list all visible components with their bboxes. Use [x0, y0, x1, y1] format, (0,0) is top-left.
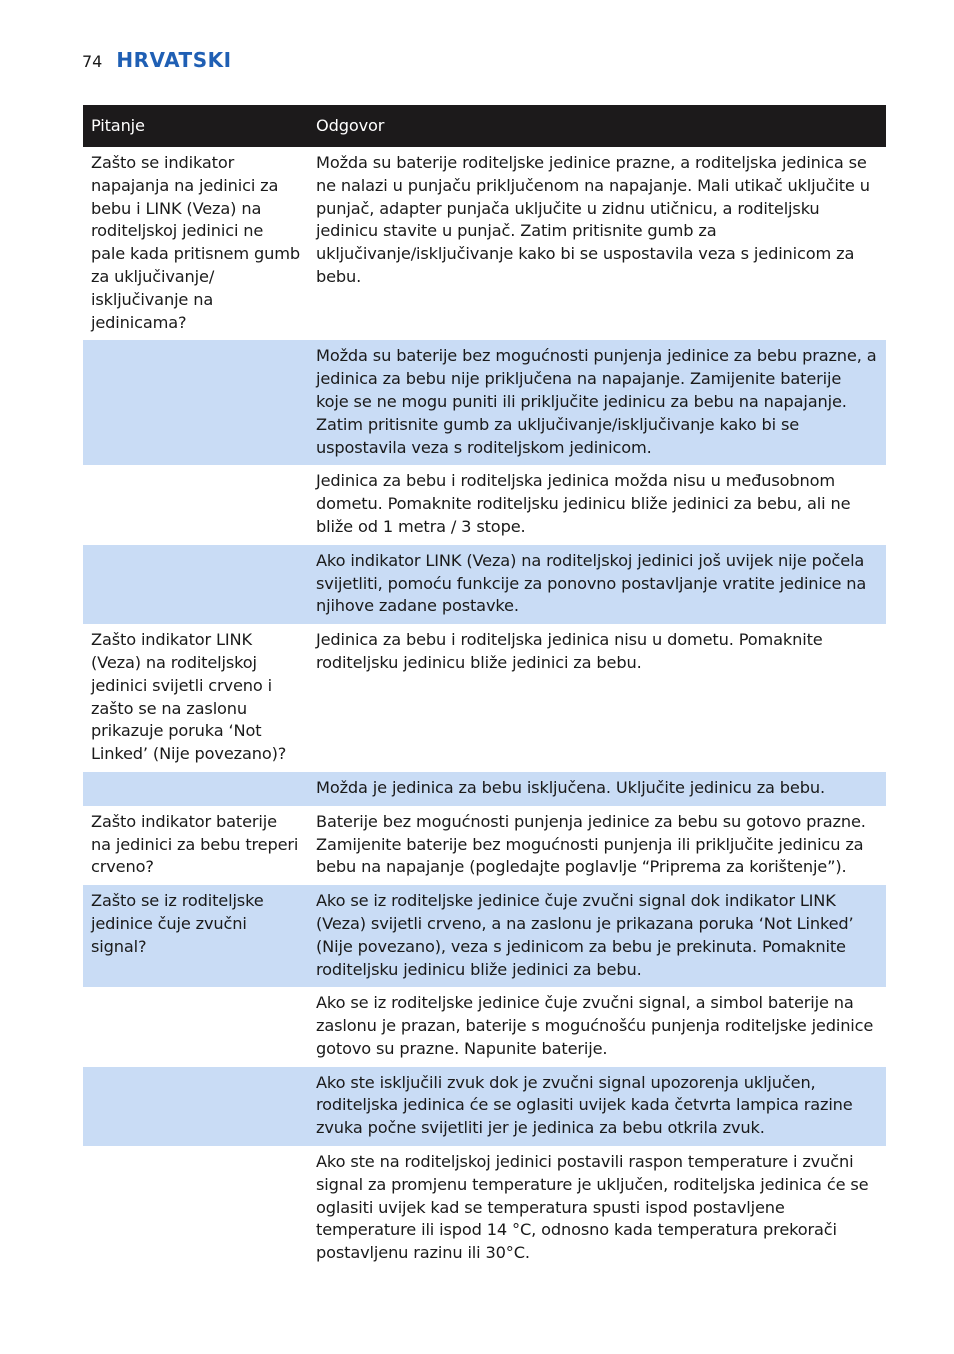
answer-cell: Možda su baterije bez mogućnosti punjenja jedinice za bebu prazne, a jedinica za bebu nije priključena na napajanje. Zamijenite baterije koje se ne mogu puniti ili priključite jedinicu za bebu na napajanje. Zatim pritisnite gumb za uključivanje/isključivanje kako bi se uspostavila veza s roditeljskom jedinicom.	[308, 340, 886, 465]
question-cell	[83, 545, 308, 624]
column-header-question: Pitanje	[83, 105, 308, 147]
table-row	[83, 987, 886, 1066]
question-cell	[83, 987, 308, 1066]
answer-cell: Ako indikator LINK (Veza) na roditeljskoj jedinici još uvijek nije počela svijetliti, pomoću funkcije za ponovno postavljanje vratite jedinice na njihove zadane postavke.	[308, 545, 886, 624]
table-row	[83, 340, 886, 465]
column-header-answer: Odgovor	[308, 105, 886, 147]
table-row	[83, 772, 886, 806]
answer-cell: Baterije bez mogućnosti punjenja jedinice za bebu su gotovo prazne. Zamijenite baterije bez mogućnosti punjenja ili priključite jedinicu za bebu na napajanje (pogledajte poglavlje “Priprema za korištenje”).	[316, 811, 866, 877]
question-cell: Zašto se indikator napajanja na jedinici za bebu i LINK (Veza) na roditeljskoj jedinici ne pale kada pritisnem gumb za uključivanje/ isključivanje na jedinicama?	[91, 153, 300, 332]
answer-cell: Ako ste na roditeljskoj jedinici postavili raspon temperature i zvučni signal za promjenu temperature je uključen, roditeljska jedinica će se oglasiti uvijek kad se temperatura spusti ispod postavljene temperature ili ispod 14 °C, odnosno kada temperatura prekorači postavljenu razinu ili 30°C.	[316, 1152, 869, 1263]
table-row	[83, 1067, 886, 1146]
question-cell: Zašto indikator LINK (Veza) na roditeljskoj jedinici svijetli crveno i zašto se na zaslonu prikazuje poruka ‘Not Linked’ (Nije povezano)?	[91, 630, 287, 764]
table-row	[83, 885, 886, 987]
question-cell	[83, 465, 308, 544]
faq-table	[83, 105, 886, 1271]
answer-cell: Jedinica za bebu i roditeljska jedinica nisu u dometu. Pomaknite roditeljsku jedinicu bliže jedinici za bebu.	[316, 630, 823, 672]
question-cell	[83, 772, 308, 806]
question-cell	[83, 1146, 308, 1271]
section-title: HRVATSKI	[116, 48, 232, 72]
table-header-row	[83, 105, 886, 147]
question-cell	[83, 1067, 308, 1146]
table-row	[83, 624, 886, 772]
answer-cell: Ako se iz roditeljske jedinice čuje zvučni signal, a simbol baterije na zaslonu je prazan, baterije s mogućnošću punjenja roditeljske jedinice gotovo su prazne. Napunite baterije.	[316, 993, 874, 1058]
answer-cell: Ako ste isključili zvuk dok je zvučni signal upozorenja uključen, roditeljska jedinica će se oglasiti uvijek kada četvrta lampica razine zvuka počne svijetliti jer je jedinica za bebu otkrila zvuk.	[308, 1067, 886, 1146]
table-row	[83, 465, 886, 544]
table-row	[83, 147, 886, 340]
table-row	[83, 545, 886, 624]
page-number: 74	[82, 52, 103, 71]
answer-cell: Možda je jedinica za bebu isključena. Uključite jedinicu za bebu.	[308, 772, 886, 806]
question-cell	[83, 340, 308, 465]
faq-table-body	[83, 147, 886, 1271]
page-header	[82, 48, 232, 72]
question-cell: Zašto indikator baterije na jedinici za bebu treperi crveno?	[91, 811, 299, 877]
answer-cell: Ako se iz roditeljske jedinice čuje zvučni signal dok indikator LINK (Veza) svijetli crveno, a na zaslonu je prikazana poruka ‘Not Linked’ (Nije povezano), veza s jedinicom za bebu je prekinuta. Pomaknite roditeljsku jedinicu bliže jedinici za bebu.	[308, 885, 886, 987]
table-row	[83, 1146, 886, 1271]
question-cell: Zašto se iz roditeljske jedinice čuje zvučni signal?	[83, 885, 308, 987]
answer-cell: Možda su baterije roditeljske jedinice prazne, a roditeljska jedinica se ne nalazi u punjaču priključenom na napajanje. Mali utikač uključite u punjač, adapter punjača uključite u zidnu utičnicu, a roditeljsku jedinicu stavite u punjač. Zatim pritisnite gumb za uključivanje/isključivanje kako bi se uspostavila veza s jedinicom za bebu.	[316, 153, 870, 286]
answer-cell: Jedinica za bebu i roditeljska jedinica možda nisu u međusobnom dometu. Pomaknite roditeljsku jedinicu bliže jedinici za bebu, ali ne bliže od 1 metra / 3 stope.	[316, 471, 851, 536]
table-row	[83, 806, 886, 885]
